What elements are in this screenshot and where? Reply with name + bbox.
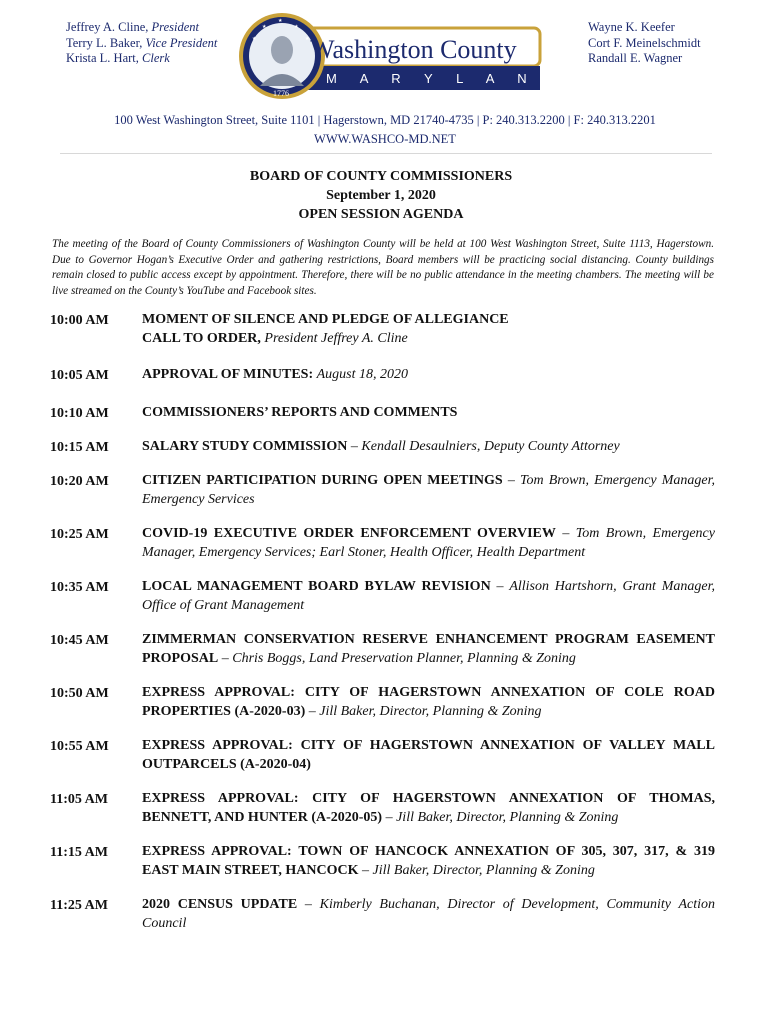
agenda-title: EXPRESS APPROVAL: CITY OF HAGERSTOWN ANNEXATION OF COLE ROAD PROPERTIES (A-2020-03) bbox=[142, 685, 715, 719]
agenda-title: EXPRESS APPROVAL: TOWN OF HANCOCK ANNEXATION OF 305, 307, 317, & 319 EAST MAIN STREET, HANCOCK bbox=[142, 844, 715, 878]
agenda-content: CITIZEN PARTICIPATION DURING OPEN MEETINGS – Tom Brown, Emergency Manager, Emergency Services bbox=[142, 473, 715, 507]
agenda-item bbox=[50, 896, 715, 933]
agenda-item bbox=[50, 366, 715, 386]
agenda-time: 10:00 AM bbox=[50, 313, 109, 328]
agenda-time: 11:15 AM bbox=[50, 845, 108, 860]
agenda-presenter: Jill Baker, Director, Planning & Zoning bbox=[319, 703, 542, 719]
logo-title: Washington County bbox=[310, 35, 517, 64]
official-line: Jeffrey A. Cline, President bbox=[66, 20, 199, 34]
website-link[interactable]: WWW.WASHCO-MD.NET bbox=[314, 132, 456, 146]
agenda-presenter: Jill Baker, Director, Planning & Zoning bbox=[372, 862, 595, 878]
agenda-content: EXPRESS APPROVAL: CITY OF HAGERSTOWN ANNEXATION OF COLE ROAD PROPERTIES (A-2020-03) – Jill Baker, Director, Planning & Zoning bbox=[142, 685, 715, 719]
official-line: Terry L. Baker, Vice President bbox=[66, 35, 218, 50]
agenda-item bbox=[50, 843, 715, 880]
official-line: Krista L. Hart, Clerk bbox=[66, 51, 170, 65]
agenda-time: 10:10 AM bbox=[50, 406, 109, 421]
agenda-title: ZIMMERMAN CONSERVATION RESERVE ENHANCEMENT PROGRAM EASEMENT PROPOSAL bbox=[142, 632, 715, 666]
agenda-presenter: President Jeffrey A. Cline bbox=[264, 330, 408, 346]
agenda-title: EXPRESS APPROVAL: CITY OF HAGERSTOWN ANNEXATION OF VALLEY MALL OUTPARCELS (A-2020-04) bbox=[142, 738, 715, 772]
official-line: Randall E. Wagner bbox=[588, 51, 683, 65]
agenda-time: 10:50 AM bbox=[50, 686, 109, 701]
agenda-content: COVID-19 EXECUTIVE ORDER ENFORCEMENT OVERVIEW – Tom Brown, Emergency Manager, Emergency Services; Earl Stoner, Health Officer, Health Department bbox=[142, 526, 715, 560]
official-line: Wayne K. Keefer bbox=[588, 20, 675, 34]
agenda-title: COVID-19 EXECUTIVE ORDER ENFORCEMENT OVERVIEW bbox=[142, 526, 556, 541]
officials-left bbox=[66, 20, 217, 67]
officials-right bbox=[588, 20, 701, 67]
agenda-presenter: Allison Hartshorn, Grant Manager, Office of Grant Management bbox=[142, 579, 716, 613]
intro-paragraph: The meeting of the Board of County Commissioners of Washington County will be held at 100 West Washington Street, Suite 1113, Hagerstown. Due to Governor Hogan’s Executive Order and gathering restrictions, Board members will be practicing social distancing. County buildings remain closed to public access except by appointment. Therefore, there will be no public attendance in the meeting chambers. The meeting will be live streamed on the County’s YouTube and Facebook sites. bbox=[52, 238, 714, 297]
agenda-title: CITIZEN PARTICIPATION DURING OPEN MEETINGS bbox=[142, 473, 503, 488]
agenda-content bbox=[142, 311, 715, 348]
agenda-item bbox=[50, 438, 715, 458]
agenda-item bbox=[50, 525, 715, 562]
agenda-time: 10:20 AM bbox=[50, 474, 109, 489]
agenda-title: MOMENT OF SILENCE AND PLEDGE OF ALLEGIANCE bbox=[142, 312, 509, 327]
official-line: Cort F. Meinelschmidt bbox=[588, 35, 701, 50]
svg-text:★: ★ bbox=[252, 37, 257, 42]
board-title: BOARD OF COUNTY COMMISSIONERS bbox=[249, 169, 513, 184]
agenda-heading bbox=[0, 167, 762, 224]
agenda-content bbox=[142, 737, 715, 774]
agenda-time: 10:25 AM bbox=[50, 527, 109, 542]
agenda-presenter: Tom Brown, Emergency Manager, Emergency Services; Earl Stoner, Health Officer, Health Department bbox=[142, 526, 715, 560]
washington-county-logo bbox=[238, 10, 570, 102]
session-title: OPEN SESSION AGENDA bbox=[298, 207, 464, 222]
agenda-content: ZIMMERMAN CONSERVATION RESERVE ENHANCEMENT PROGRAM EASEMENT PROPOSAL – Chris Boggs, Land Preservation Planner, Planning & Zoning bbox=[142, 632, 715, 666]
agenda-item bbox=[50, 311, 715, 348]
agenda-title: LOCAL MANAGEMENT BOARD BYLAW REVISION bbox=[142, 579, 491, 594]
svg-text:★: ★ bbox=[305, 37, 310, 42]
agenda-content bbox=[142, 404, 715, 423]
agenda-item bbox=[50, 737, 715, 774]
agenda-content: SALARY STUDY COMMISSION – Kendall Desaulniers, Deputy County Attorney bbox=[142, 439, 620, 454]
agenda-item bbox=[50, 404, 715, 424]
svg-text:★: ★ bbox=[294, 25, 299, 30]
agenda-content: 2020 CENSUS UPDATE – Kimberly Buchanan, Director of Development, Community Action Council bbox=[142, 897, 716, 931]
agenda-content: LOCAL MANAGEMENT BOARD BYLAW REVISION – Allison Hartshorn, Grant Manager, Office of Grant Management bbox=[142, 579, 716, 613]
agenda-content: EXPRESS APPROVAL: CITY OF HAGERSTOWN ANNEXATION OF THOMAS, BENNETT, AND HUNTER (A-2020-05) – Jill Baker, Director, Planning & Zoning bbox=[142, 791, 715, 825]
agenda-presenter: Tom Brown, Emergency Manager, Emergency Services bbox=[142, 473, 715, 507]
agenda-item bbox=[50, 790, 715, 827]
logo-subtitle: M A R Y L A N D bbox=[326, 71, 570, 86]
agenda-time: 11:25 AM bbox=[50, 898, 108, 913]
agenda-title: SALARY STUDY COMMISSION bbox=[142, 439, 348, 454]
agenda-item bbox=[50, 684, 715, 721]
header-divider bbox=[60, 153, 712, 154]
agenda-time: 10:45 AM bbox=[50, 633, 109, 648]
agenda-presenter: August 18, 2020 bbox=[316, 367, 409, 382]
agenda-presenter: Kimberly Buchanan, Director of Development, Community Action Council bbox=[142, 897, 716, 931]
agenda-item bbox=[50, 631, 715, 668]
agenda-time: 10:15 AM bbox=[50, 440, 109, 455]
agenda-item bbox=[50, 578, 715, 615]
address-block bbox=[0, 111, 770, 149]
agenda-time: 11:05 AM bbox=[50, 792, 108, 807]
agenda-title: APPROVAL OF MINUTES: bbox=[142, 367, 314, 382]
address-line: 100 West Washington Street, Suite 1101 | Hagerstown, MD 21740-4735 | P: 240.313.2200 | F: 240.313.2201 bbox=[114, 113, 656, 127]
agenda-time: 10:05 AM bbox=[50, 368, 109, 383]
agenda-list bbox=[50, 311, 715, 933]
agenda-title: 2020 CENSUS UPDATE bbox=[142, 897, 298, 912]
agenda-title: EXPRESS APPROVAL: CITY OF HAGERSTOWN ANNEXATION OF THOMAS, BENNETT, AND HUNTER (A-2020-05) bbox=[142, 791, 715, 825]
agenda-title-secondary: CALL TO ORDER, bbox=[142, 330, 261, 346]
svg-text:★: ★ bbox=[278, 19, 283, 24]
logo-year: 1776 bbox=[273, 89, 289, 98]
agenda-subline bbox=[142, 330, 715, 349]
agenda-presenter: Jill Baker, Director, Planning & Zoning bbox=[396, 809, 619, 825]
svg-text:★: ★ bbox=[262, 25, 267, 30]
agenda-content: EXPRESS APPROVAL: TOWN OF HANCOCK ANNEXATION OF 305, 307, 317, & 319 EAST MAIN STREET, HANCOCK – Jill Baker, Director, Planning & Zoning bbox=[142, 844, 715, 878]
agenda-time: 10:55 AM bbox=[50, 739, 109, 754]
agenda-time: 10:35 AM bbox=[50, 580, 109, 595]
agenda-presenter: Chris Boggs, Land Preservation Planner, Planning & Zoning bbox=[232, 650, 576, 666]
agenda-title: COMMISSIONERS’ REPORTS AND COMMENTS bbox=[142, 405, 458, 420]
agenda-content bbox=[142, 366, 715, 385]
meeting-date: September 1, 2020 bbox=[326, 188, 436, 203]
agenda-presenter: Kendall Desaulniers, Deputy County Attorney bbox=[361, 439, 620, 454]
agenda-item bbox=[50, 472, 715, 509]
